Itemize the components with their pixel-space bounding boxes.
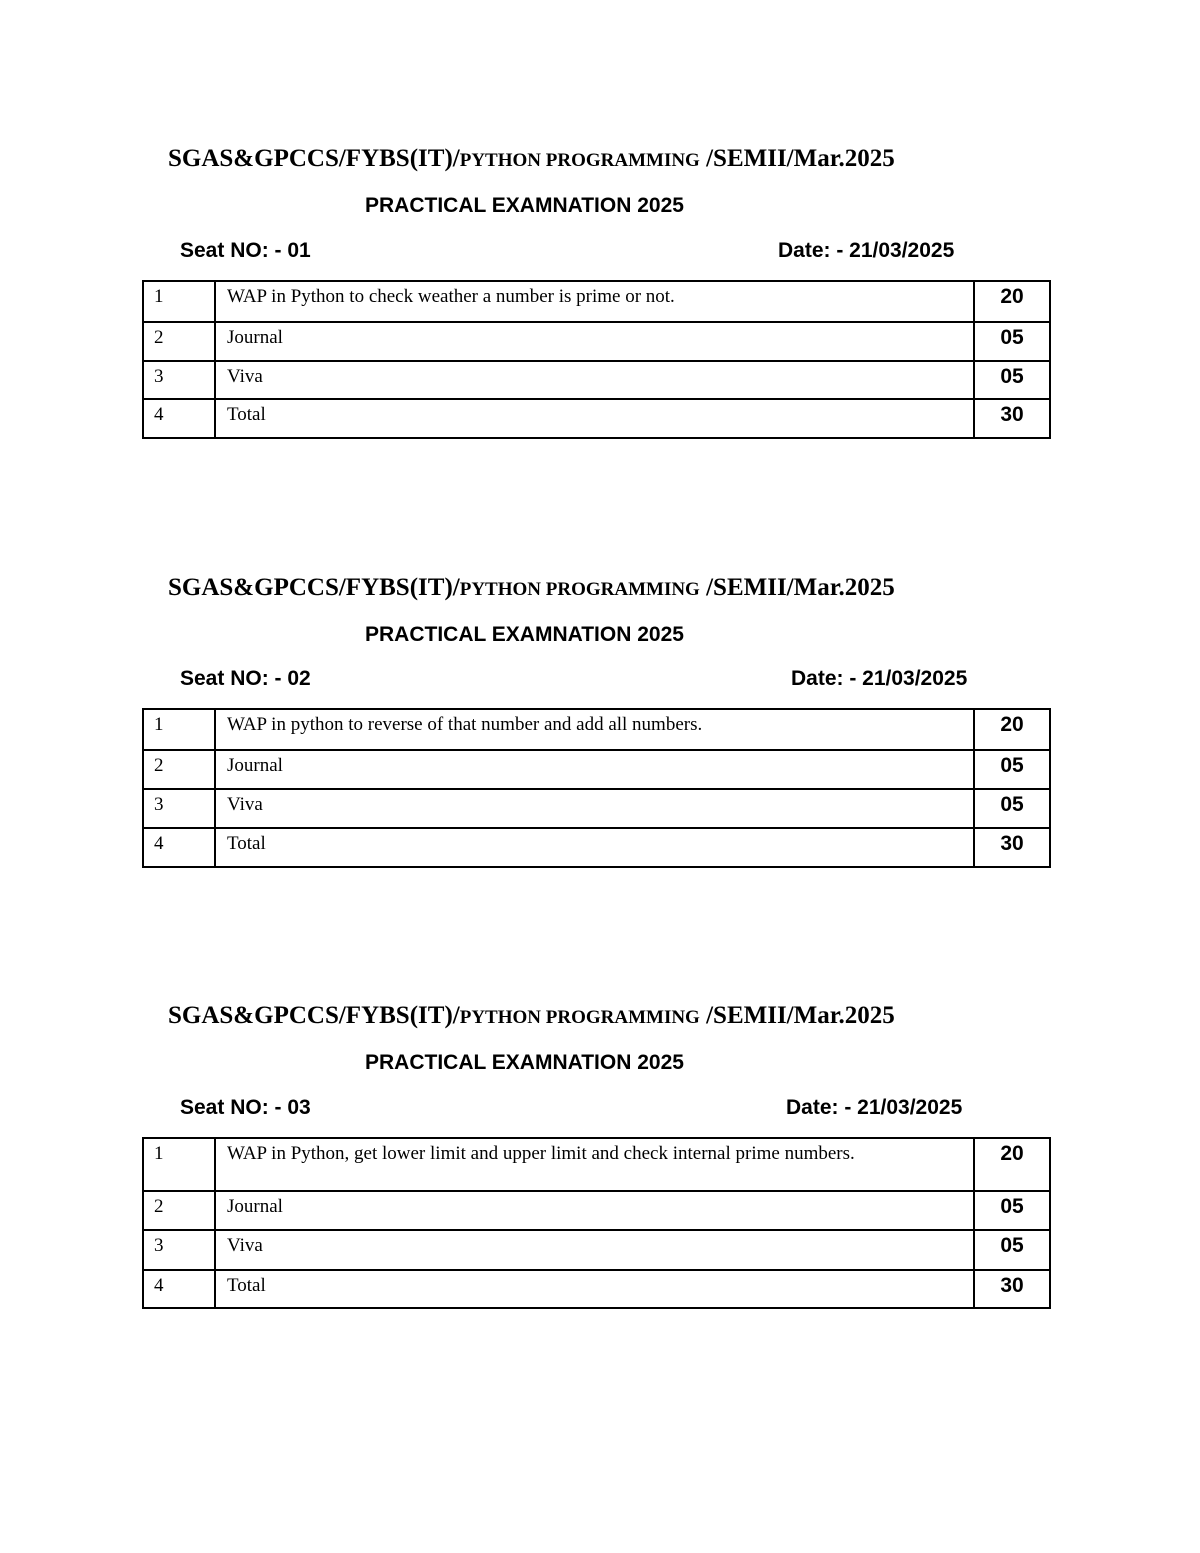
marks-table — [142, 708, 1051, 868]
row-description: Viva — [215, 1230, 974, 1270]
row-marks: 20 — [974, 281, 1050, 322]
row-marks: 05 — [974, 361, 1050, 399]
row-number: 2 — [143, 322, 215, 361]
exam-date: Date: - 21/03/2025 — [786, 1096, 963, 1119]
row-marks: 20 — [974, 709, 1050, 750]
exam-date: Date: - 21/03/2025 — [791, 667, 968, 690]
table-row — [143, 709, 1050, 750]
heading-code: SGAS&GPCCS/FYBS(IT)/ — [168, 145, 460, 172]
slip-heading — [168, 1003, 895, 1028]
seat-number: Seat NO: - 01 — [180, 239, 311, 262]
row-marks: 05 — [974, 1230, 1050, 1270]
row-marks: 05 — [974, 322, 1050, 361]
row-description: WAP in python to reverse of that number and add all numbers. — [215, 709, 974, 750]
table-row — [143, 828, 1050, 867]
row-marks: 30 — [974, 1270, 1050, 1308]
row-description: Total — [215, 399, 974, 438]
row-number: 4 — [143, 828, 215, 867]
table-row — [143, 789, 1050, 828]
row-description: Journal — [215, 322, 974, 361]
table-row — [143, 1270, 1050, 1308]
heading-term: /SEMII/Mar.2025 — [699, 145, 895, 172]
row-number: 2 — [143, 1191, 215, 1230]
table-row — [143, 281, 1050, 322]
row-description: Viva — [215, 789, 974, 828]
table-row — [143, 361, 1050, 399]
row-description: WAP in Python to check weather a number is prime or not. — [215, 281, 974, 322]
row-description: Viva — [215, 361, 974, 399]
row-description: Total — [215, 1270, 974, 1308]
heading-subject: PYTHON PROGRAMMING — [459, 150, 700, 171]
heading-subject: PYTHON PROGRAMMING — [459, 1007, 700, 1028]
row-number: 1 — [143, 709, 215, 750]
row-description: Journal — [215, 750, 974, 789]
row-description: Total — [215, 828, 974, 867]
row-number: 2 — [143, 750, 215, 789]
row-number: 4 — [143, 1270, 215, 1308]
slip-heading — [168, 575, 895, 600]
table-row — [143, 399, 1050, 438]
heading-code: SGAS&GPCCS/FYBS(IT)/ — [168, 574, 460, 601]
heading-term: /SEMII/Mar.2025 — [699, 574, 895, 601]
exam-title: PRACTICAL EXAMNATION 2025 — [365, 1051, 684, 1074]
slip-heading — [168, 146, 895, 171]
seat-number: Seat NO: - 03 — [180, 1096, 311, 1119]
row-marks: 30 — [974, 399, 1050, 438]
table-row — [143, 1138, 1050, 1191]
row-marks: 05 — [974, 750, 1050, 789]
heading-subject: PYTHON PROGRAMMING — [459, 579, 700, 600]
exam-title: PRACTICAL EXAMNATION 2025 — [365, 623, 684, 646]
row-number: 1 — [143, 281, 215, 322]
row-number: 3 — [143, 789, 215, 828]
row-marks: 30 — [974, 828, 1050, 867]
marks-table — [142, 280, 1051, 439]
exam-date: Date: - 21/03/2025 — [778, 239, 955, 262]
row-number: 4 — [143, 399, 215, 438]
row-number: 3 — [143, 1230, 215, 1270]
row-marks: 05 — [974, 789, 1050, 828]
seat-number: Seat NO: - 02 — [180, 667, 311, 690]
row-number: 3 — [143, 361, 215, 399]
exam-title: PRACTICAL EXAMNATION 2025 — [365, 194, 684, 217]
row-description: WAP in Python, get lower limit and upper limit and check internal prime numbers. — [215, 1138, 974, 1191]
heading-code: SGAS&GPCCS/FYBS(IT)/ — [168, 1002, 460, 1029]
row-description: Journal — [215, 1191, 974, 1230]
row-number: 1 — [143, 1138, 215, 1191]
row-marks: 20 — [974, 1138, 1050, 1191]
table-row — [143, 322, 1050, 361]
row-marks: 05 — [974, 1191, 1050, 1230]
marks-table — [142, 1137, 1051, 1309]
table-row — [143, 1191, 1050, 1230]
table-row — [143, 750, 1050, 789]
table-row — [143, 1230, 1050, 1270]
heading-term: /SEMII/Mar.2025 — [699, 1002, 895, 1029]
